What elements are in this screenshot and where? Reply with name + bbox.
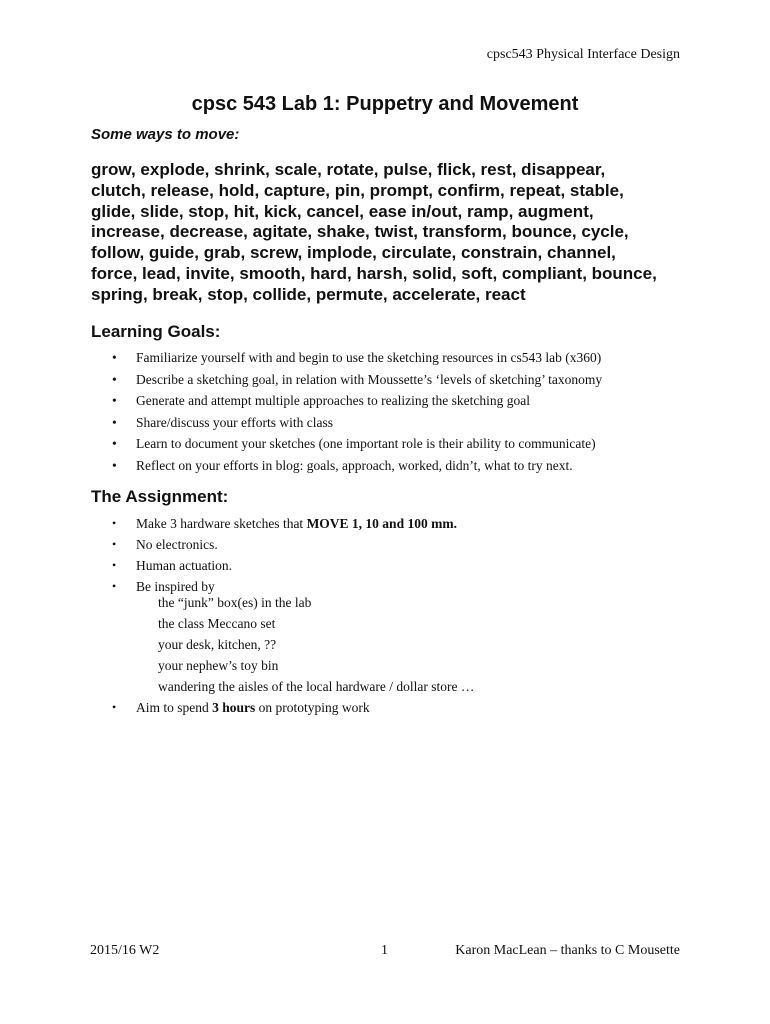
running-header: cpsc543 Physical Interface Design xyxy=(486,47,680,62)
bullet-icon: • xyxy=(112,579,117,593)
bullet-icon: • xyxy=(112,537,117,551)
page-title: cpsc 543 Lab 1: Puppetry and Movement xyxy=(191,93,579,115)
assignment-text: Make 3 hardware sketches that xyxy=(136,516,307,531)
list-item xyxy=(112,372,602,394)
assignment-text: No electronics. xyxy=(136,537,218,552)
movement-verbs-paragraph xyxy=(91,160,691,306)
learning-goals-heading: Learning Goals: xyxy=(91,322,221,341)
bullet-icon: • xyxy=(112,393,117,408)
learning-goal-text: Share/discuss your efforts with class xyxy=(136,414,333,430)
learning-goal-text: Generate and attempt multiple approaches to realizing the sketching goal xyxy=(136,393,530,408)
verbs-line: glide, slide, stop, hit, kick, cancel, ease in/out, ramp, augment, xyxy=(91,201,594,221)
assignment-text: Human actuation. xyxy=(136,558,232,573)
bullet-icon: • xyxy=(112,558,117,572)
inspiration-item: the “junk” box(es) in the lab xyxy=(158,595,312,610)
verbs-line: force, lead, invite, smooth, hard, harsh, solid, soft, compliant, bounce, xyxy=(91,263,657,283)
assignment-emphasis: MOVE 1, 10 and 100 mm. xyxy=(306,516,457,531)
assignment-heading: The Assignment: xyxy=(91,487,229,506)
bullet-icon: • xyxy=(112,436,117,451)
bullet-icon: • xyxy=(112,700,117,714)
verbs-line: clutch, release, hold, capture, pin, prompt, confirm, repeat, stable, xyxy=(91,180,624,200)
footer-credit: Karon MacLean – thanks to C Mousette xyxy=(455,943,680,958)
assignment-emphasis: 3 hours xyxy=(212,700,256,715)
list-item xyxy=(112,458,602,480)
list-item xyxy=(112,415,602,437)
list-item xyxy=(112,558,474,579)
assignment-text: Aim to spend xyxy=(136,700,213,715)
verbs-line: follow, guide, grab, screw, implode, circulate, constrain, channel, xyxy=(91,243,616,263)
learning-goals-list xyxy=(112,350,602,479)
list-item xyxy=(112,537,474,558)
learning-goal-text: Describe a sketching goal, in relation with Moussette’s ‘levels of sketching’ taxonomy xyxy=(136,371,603,387)
learning-goal-text: Learn to document your sketches (one important role is their ability to communicate) xyxy=(136,436,596,451)
inspiration-item: the class Meccano set xyxy=(158,616,276,631)
bullet-icon: • xyxy=(112,350,117,365)
learning-goal-text: Reflect on your efforts in blog: goals, approach, worked, didn’t, what to try next. xyxy=(136,457,573,473)
verbs-line: grow, explode, shrink, scale, rotate, pulse, flick, rest, disappear, xyxy=(91,160,606,179)
verbs-line: spring, break, stop, collide, permute, accelerate, react xyxy=(91,284,526,304)
bullet-icon: • xyxy=(112,516,117,530)
inspiration-list xyxy=(136,595,474,700)
inspiration-item: your desk, kitchen, ?? xyxy=(158,637,277,652)
verbs-line: increase, decrease, agitate, shake, twist, transform, bounce, cycle, xyxy=(91,222,629,242)
inspiration-item: wandering the aisles of the local hardware / dollar store … xyxy=(158,679,475,694)
learning-goal-text: Familiarize yourself with and begin to use the sketching resources in cs543 lab (x360) xyxy=(136,350,602,365)
assignment-list xyxy=(112,516,474,721)
footer-term: 2015/16 W2 xyxy=(90,943,160,958)
bullet-icon: • xyxy=(112,414,117,430)
list-item xyxy=(112,393,602,415)
list-item xyxy=(112,436,602,458)
footer-page-number: 1 xyxy=(381,943,388,958)
inspiration-item: your nephew’s toy bin xyxy=(158,658,279,673)
assignment-text: Be inspired by xyxy=(136,579,215,594)
list-item xyxy=(112,516,474,537)
list-item xyxy=(112,350,602,372)
list-item xyxy=(112,579,474,700)
bullet-icon: • xyxy=(112,371,117,387)
assignment-text: on prototyping work xyxy=(255,700,370,715)
bullet-icon: • xyxy=(112,457,117,473)
list-item xyxy=(112,700,474,721)
subtitle: Some ways to move: xyxy=(91,126,240,143)
